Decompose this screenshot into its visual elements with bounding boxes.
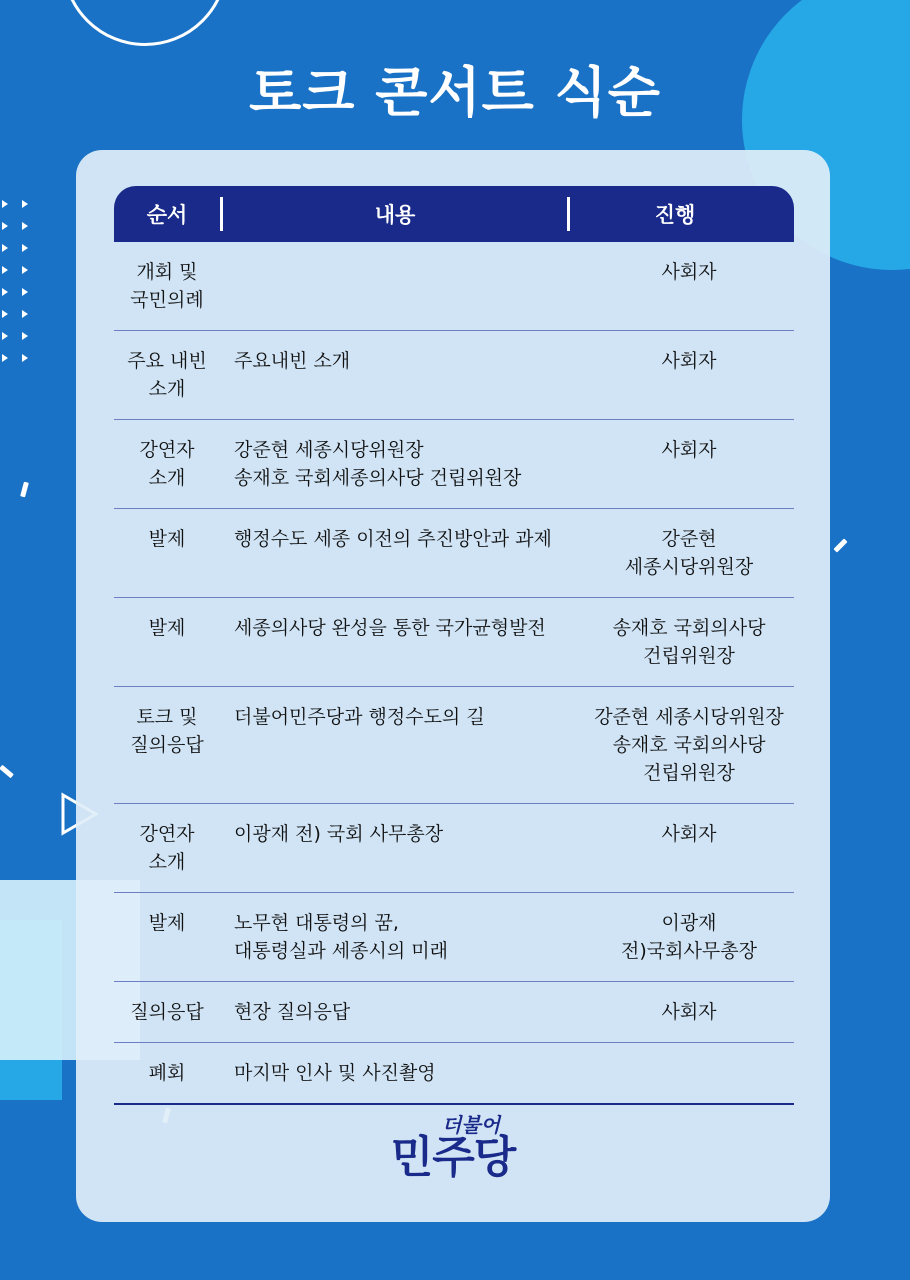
row-order: 토크 및 질의응답 (130, 706, 204, 756)
table-row (114, 331, 794, 420)
row-content (220, 242, 584, 258)
decorative-dash (833, 538, 847, 552)
header-host: 진행 (654, 203, 696, 227)
row-host: 사회자 (661, 350, 717, 372)
decorative-arrow-pattern (0, 200, 40, 380)
row-order: 주요 내빈 소개 (127, 350, 207, 400)
table-row (114, 242, 794, 331)
row-order: 강연자 소개 (139, 439, 195, 489)
row-content: 강준현 세종시당위원장 송재호 국회세종의사당 건립위원장 (234, 439, 522, 489)
table-row (114, 687, 794, 804)
party-logo (76, 1115, 830, 1181)
row-content: 세종의사당 완성을 통한 국가균형발전 (234, 617, 546, 639)
table-row (114, 982, 794, 1043)
table-row (114, 1043, 794, 1105)
row-order: 발제 (148, 528, 186, 550)
row-order: 폐회 (148, 1062, 186, 1084)
logo-line1: 더불어 (442, 1113, 500, 1137)
row-order: 발제 (148, 617, 186, 639)
row-host: 이광재 전)국회사무총장 (621, 912, 757, 962)
row-host: 사회자 (661, 1001, 717, 1023)
row-host: 사회자 (661, 823, 717, 845)
row-content: 이광재 전) 국회 사무총장 (234, 823, 444, 845)
row-content: 현장 질의응답 (234, 1001, 351, 1023)
row-content: 행정수도 세종 이전의 추진방안과 과제 (234, 528, 552, 550)
table-row (114, 893, 794, 982)
schedule-panel (76, 150, 830, 1222)
table-row (114, 420, 794, 509)
schedule-table (114, 186, 794, 1105)
table-row (114, 804, 794, 893)
header-content: 내용 (374, 203, 416, 227)
decorative-dash (20, 482, 29, 498)
row-content: 마지막 인사 및 사진촬영 (234, 1062, 436, 1084)
row-content: 더불어민주당과 행정수도의 길 (234, 706, 485, 728)
page-title: 토크 콘서트 식순 (249, 61, 661, 124)
row-host (584, 1043, 794, 1059)
row-order: 질의응답 (130, 1001, 204, 1023)
table-row (114, 598, 794, 687)
table-header (114, 186, 794, 242)
row-order: 강연자 소개 (139, 823, 195, 873)
row-host: 강준현 세종시당위원장 송재호 국회의사당 건립위원장 (594, 706, 784, 784)
decorative-circle-outline (62, 0, 228, 46)
row-host: 송재호 국회의사당 건립위원장 (612, 617, 766, 667)
row-order: 개회 및 국민의례 (130, 261, 204, 311)
row-host: 사회자 (661, 439, 717, 461)
header-order: 순서 (146, 203, 188, 227)
table-row (114, 509, 794, 598)
row-host: 사회자 (661, 261, 717, 283)
row-content: 주요내빈 소개 (234, 350, 351, 372)
logo-line2: 민주당 (390, 1132, 516, 1183)
row-host: 강준현 세종시당위원장 (624, 528, 754, 578)
row-content: 노무현 대통령의 꿈, 대통령실과 세종시의 미래 (234, 912, 448, 962)
row-order: 발제 (148, 912, 186, 934)
decorative-dash (0, 765, 14, 778)
